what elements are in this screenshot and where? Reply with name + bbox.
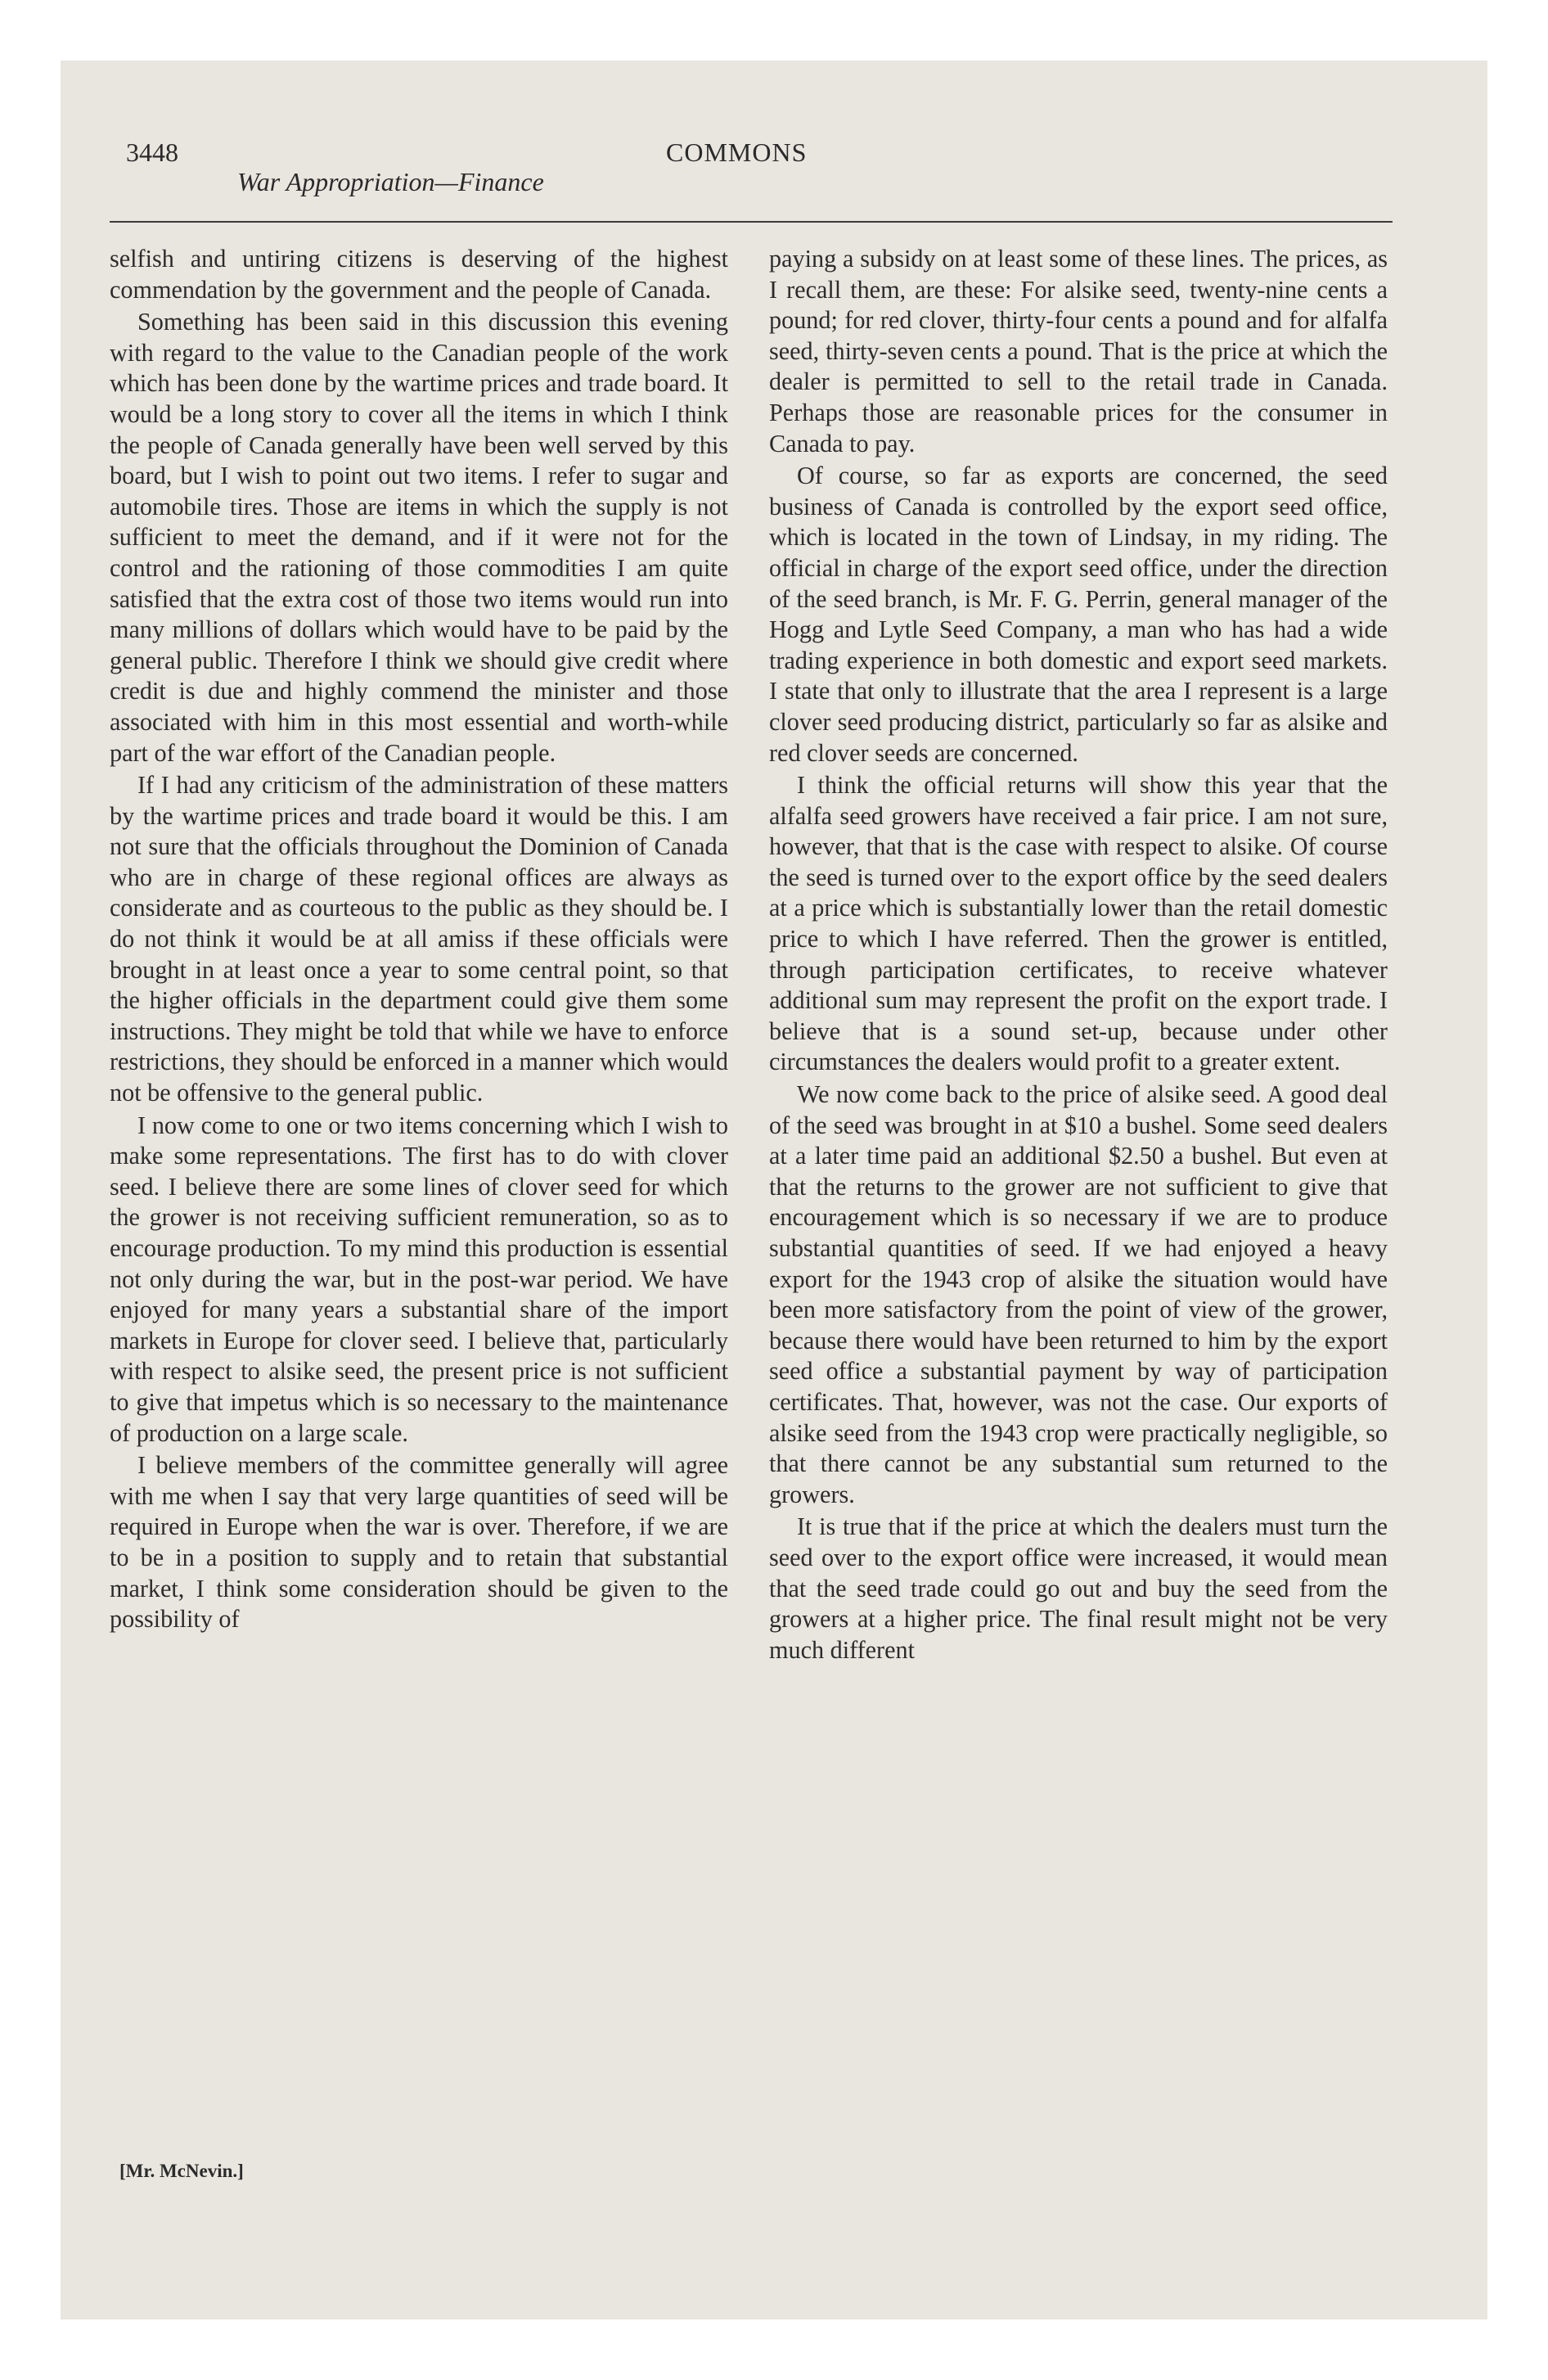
paragraph: If I had any criticism of the administration of these matters by the wartime prices and trade board it would be this. I am not sure that the officials throughout the Dominion of Canada who are in charge of these regional offices are always as considerate and as courteous to the public as they should be. I do not think it would be at all amiss if these officials were brought in at least once a year to some central point, so that the higher officials in the department could give them some instructions. They might be told that while we have to enforce restrictions, they should be enforced in a manner which would not be offensive to the general public. <box>110 771 728 1107</box>
paragraph: I think the official returns will show this year that the alfalfa seed growers have received a fair price. I am not sure, however, that that is the case with respect to alsike. Of course the seed is turned over to the export office by the seed dealers at a price which is substantially lower than the retail domestic price to which I have referred. Then the grower is entitled, through participation certificates, to receive whatever additional sum may represent the profit on the export trade. I believe that is a sound set-up, because under other circumstances the dealers would profit to a greater extent. <box>769 771 1388 1076</box>
speaker-tag: [Mr. McNevin.] <box>119 2161 244 2181</box>
page-header <box>126 137 1425 211</box>
paragraph: paying a subsidy on at least some of these lines. The prices, as I recall them, are these: For alsike seed, twenty-nine cents a pound; for red clover, thirty-four cents a pound and for alfalfa seed, thirty-seven cents a pound. That is the price at which the dealer is permitted to sell to the retail trade in Canada. Perhaps those are reasonable prices for the consumer in Canada to pay. <box>769 245 1388 458</box>
house-title: COMMONS <box>666 137 808 167</box>
header-rule <box>110 221 1393 223</box>
paragraph: We now come back to the price of alsike seed. A good deal of the seed was brought in at $10 a bushel. Some seed dealers at a later time paid an additional $2.50 a bushel. But even at that the returns to the grower are not sufficient to give that encouragement which is so necessary if we are to produce substantial quantities of seed. If we had enjoyed a heavy export for the 1943 crop of alsike the situation would have been more satisfactory from the point of view of the grower, because there would have been returned to him by the export seed office a substantial payment by way of participation certificates. That, however, was not the case. Our exports of alsike seed from the 1943 crop were practically negligible, so that there cannot be any substantial sum returned to the growers. <box>769 1080 1388 1508</box>
section-title: War Appropriation—Finance <box>237 167 544 196</box>
paragraph: It is true that if the price at which the dealers must turn the seed over to the export office were increased, it would mean that the seed trade could go out and buy the seed from the growers at a higher price. The final result might not be very much different <box>769 1512 1388 1664</box>
paragraph: Something has been said in this discussion this evening with regard to the value to the Canadian people of the work which has been done by the wartime prices and trade board. It would be a long story to cover all the items in which I think the people of Canada generally have been well served by this board, but I wish to point out two items. I refer to sugar and automobile tires. Those are items in which the supply is not sufficient to meet the demand, and if it were not for the control and the rationing of those commodities I am quite satisfied that the extra cost of those two items would run into many millions of dollars which would have to be paid by the general public. Therefore I think we should give credit where credit is due and highly commend the minister and those associated with him in this most essential and worth-while part of the war effort of the Canadian people. <box>110 308 728 767</box>
paragraph: I believe members of the committee generally will agree with me when I say that very large quantities of seed will be required in Europe when the war is over. Therefore, if we are to be in a position to supply and to retain that substantial market, I think some consideration should be given to the possibility of <box>110 1451 728 1634</box>
right-column <box>769 244 1388 1666</box>
left-column <box>110 244 728 1635</box>
page-number: 3448 <box>126 137 178 167</box>
paragraph: Of course, so far as exports are concerned, the seed business of Canada is controlled by the export seed office, which is located in the town of Lindsay, in my riding. The official in charge of the export seed office, under the direction of the seed branch, is Mr. F. G. Perrin, general manager of the Hogg and Lytle Seed Company, a man who has had a wide trading experience in both domestic and export seed markets. I state that only to illustrate that the area I represent is a large clover seed producing district, particularly so far as alsike and red clover seeds are concerned. <box>769 462 1388 767</box>
paragraph: selfish and untiring citizens is deserving of the highest commendation by the government and the people of Canada. <box>110 245 728 304</box>
paragraph: I now come to one or two items concerning which I wish to make some representations. The first has to do with clover seed. I believe there are some lines of clover seed for which the grower is not receiving sufficient remuneration, so as to encourage production. To my mind this production is essential not only during the war, but in the post-war period. We have enjoyed for many years a substantial share of the import markets in Europe for clover seed. I believe that, particularly with respect to alsike seed, the present price is not sufficient to give that impetus which is so necessary to the maintenance of production on a large scale. <box>110 1111 728 1447</box>
